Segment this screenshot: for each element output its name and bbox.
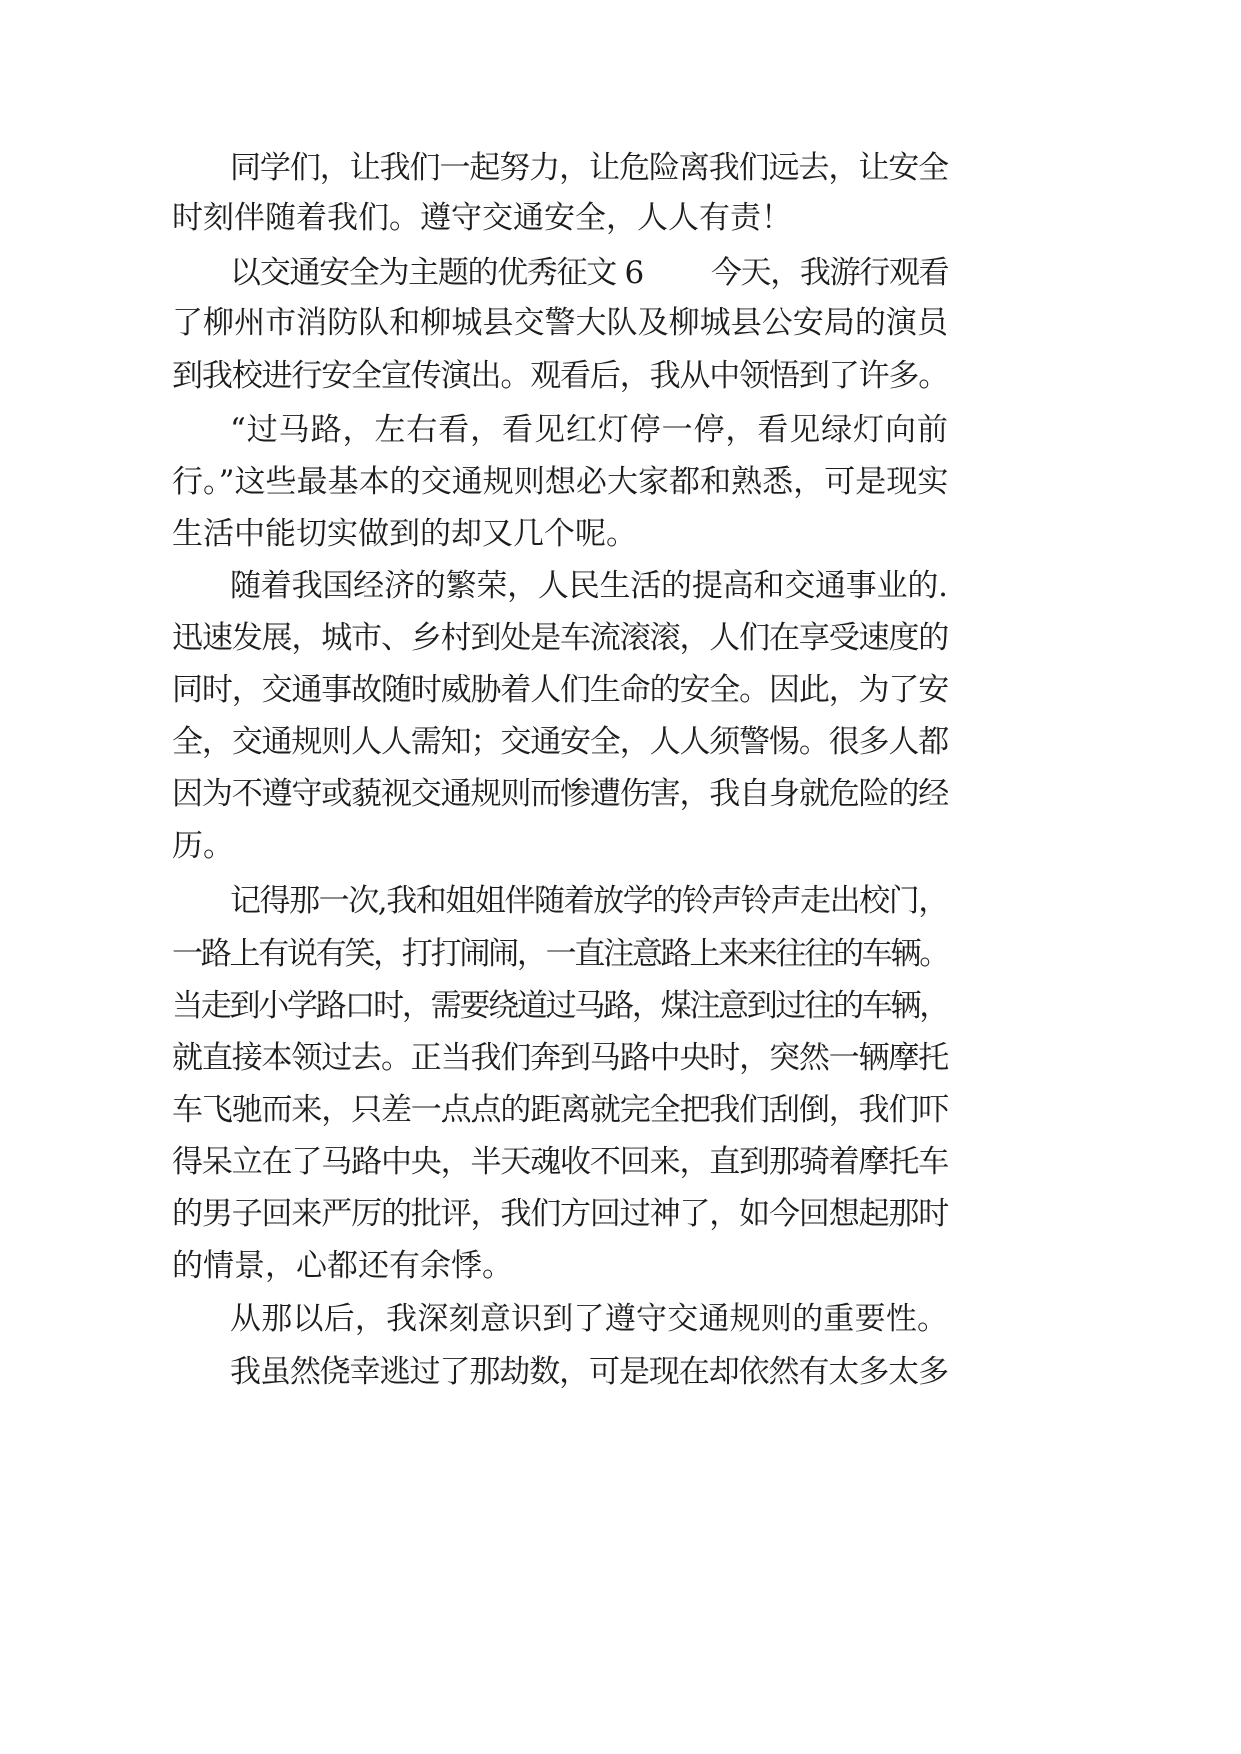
text-line: 历。 xyxy=(172,828,234,864)
text-line: 因为不遵守或藐视交通规则而惨遭伤害，我自身就危险的经 xyxy=(172,776,949,812)
text-line: 了柳州市消防队和柳城县交警大队及柳城县公安局的演员 xyxy=(172,305,948,341)
text-line: 同时，交通事故随时威胁着人们生命的安全。因此，为了安 xyxy=(172,672,949,708)
text-line: 以交通安全为主题的优秀征文 6 今天，我游行观看 xyxy=(230,255,949,291)
text-line: 车飞驰而来，只差一点点的距离就完全把我们刮倒，我们吓 xyxy=(172,1092,949,1128)
text-line: 一路上有说有笑，打打闹闹，一直注意路上来来往往的车辆。 xyxy=(172,936,948,972)
text-line: 的男子回来严厉的批评，我们方回过神了，如今回想起那时 xyxy=(172,1196,949,1232)
text-line: 得呆立在了马路中央，半天魂收不回来，直到那骑着摩托车 xyxy=(172,1144,949,1180)
text-line: “过马路，左右看，看见红灯停一停，看见绿灯向前 xyxy=(230,412,949,448)
text-line: 从那以后，我深刻意识到了遵守交通规则的重要性。 xyxy=(230,1301,949,1337)
text-line: 到我校进行安全宣传演出。观看后，我从中领悟到了许多。 xyxy=(172,358,949,394)
text-line: 当走到小学路口时，需要绕道过马路，煤注意到过往的车辆， xyxy=(172,988,948,1024)
text-line: 行。”这些最基本的交通规则想必大家都和熟悉，可是现实 xyxy=(172,464,949,500)
text-line: 全，交通规则人人需知；交通安全，人人须警惕。很多人都 xyxy=(172,724,949,760)
text-line: 随着我国经济的繁荣，人民生活的提高和交通事业的. xyxy=(230,568,948,604)
text-line: 记得那一次,我和姐姐伴随着放学的铃声铃声走出校门， xyxy=(230,883,948,919)
text-line: 的情景，心都还有余悸。 xyxy=(172,1248,513,1284)
text-line: 我虽然侥幸逃过了那劫数，可是现在却依然有太多太多 xyxy=(230,1354,949,1390)
text-line: 就直接本领过去。正当我们奔到马路中央时，突然一辆摩托 xyxy=(172,1040,949,1076)
text-line: 迅速发展，城市、乡村到处是车流滚滚，人们在享受速度的 xyxy=(172,620,949,656)
text-line: 时刻伴随着我们。遵守交通安全，人人有责！ xyxy=(172,200,792,236)
text-line: 同学们，让我们一起努力，让危险离我们远去，让安全 xyxy=(230,150,949,186)
text-line: 生活中能切实做到的却又几个呢。 xyxy=(172,516,637,552)
